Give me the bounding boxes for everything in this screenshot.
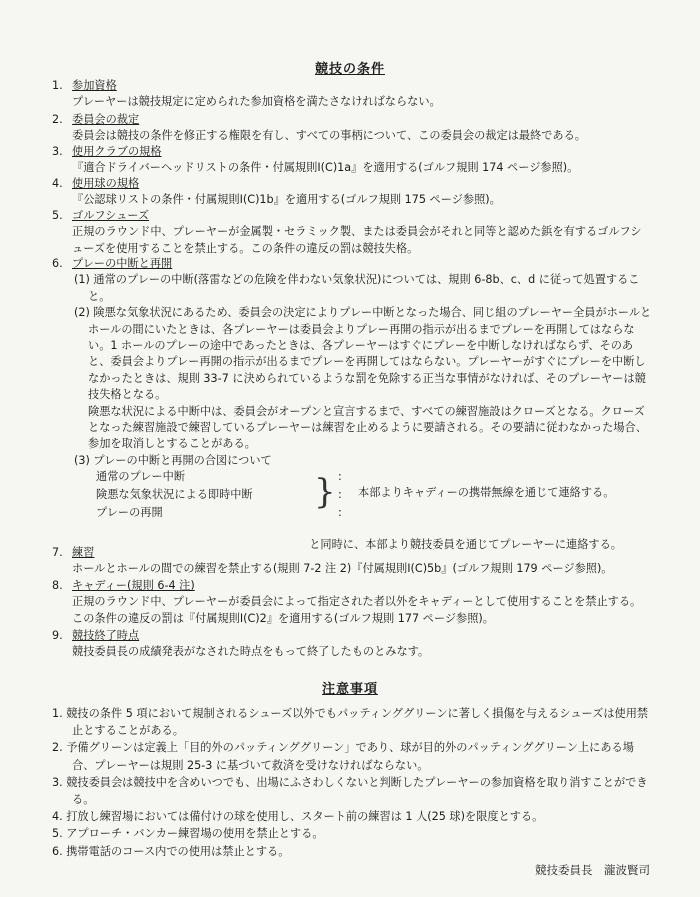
section-9: 9. 競技終了時点 競技委員長の成績発表がなされた時点をもって終了したものとみなす。 [52, 628, 652, 661]
signal-note: 本部よりキャディーの携帯無線を通じて連絡する。 [358, 486, 615, 500]
section-7: 7. 練習 ホールとホールの間での練習を禁止する(規則 7-2 注 2)『付属規則Ⅰ(C)5b』(ゴルフ規則 179 ページ参照)。 [52, 545, 652, 578]
section-heading: 参加資格 [72, 79, 117, 92]
notes-title: 注意事項 [321, 682, 378, 697]
section-heading: 競技終了時点 [72, 629, 140, 642]
note-item: 6. 携帯電話のコース内での使用は禁止とする。 [52, 844, 290, 858]
section-6: 6. プレーの中断と再開 (1) 通常のプレーの中断(落雷などの危険を伴わない気象状況)については、規則 6-8b、c、d に従って処置すること。 (2) 険悪な気象状況にあるため、委員会の決定によりプレー中断となった場合、同じ組のプレーヤー全員がホールとホールの間にいたときは、各プレーヤーは委員会よりプレー再開の指示が出るまでプレーを再開してはならない。1 ホールのプレーの途中であったときは、各プレーヤーはすぐにプレーを中断しなければならず、そのあと、委員会よりプレー再開の指示が出るまでプレーを再開してはならない。プレーヤーがすぐにプレーを中断しなかったときは、規則 33-7 に決められているような罰を免除する正当な事情がなければ、そのプレーヤーは競技失格となる。 険悪な状況による中断中は、委員会がオープンと宣言するまで、すべての練習施設はクローズとなる。クローズとなった練習施設で練習しているプレーヤーは練習を止めるように要請される。その要請に従わなかった場合、参加を取消しとすることがある。 (3) プレーの中断と再開の合図について 通常のプレー中断 険悪な気象状況による即時中断 プレーの再開 } : : : 本部よりキャディーの携帯無線を通じて連絡する。 と同時に、本部より競技委員を通じてプレーヤーに連絡する。 [52, 256, 652, 554]
signal-row: 険悪な気象状況による即時中断 [96, 488, 253, 502]
section-body: 競技委員長の成績発表がなされた時点をもって終了したものとみなす。 [72, 645, 430, 659]
section-3: 3. 使用クラブの規格 『適合ドライバーヘッドリストの条件・付属規則Ⅰ(C)1a』を適用する(ゴルフ規則 174 ページ参照)。 [52, 144, 652, 177]
signal-row: 通常のプレー中断 [96, 470, 186, 484]
section-body: プレーヤーは競技規定に定められた参加資格を満たさなければならない。 [72, 95, 441, 109]
section-4: 4. 使用球の規格 『公認球リストの条件・付属規則Ⅰ(C)1b』を適用する(ゴルフ規則 175 ページ参照)。 [52, 176, 652, 209]
section-8: 8. キャディー(規則 6-4 注) 正規のラウンド中、プレーヤーが委員会によって指定された者以外をキャディーとして使用することを禁止する。この条件の違反の罰は『付属規則Ⅰ(C)2』を適用する(ゴルフ規則 177 ページ参照)。 [52, 578, 652, 627]
signal-table [52, 469, 652, 527]
section-body: 委員会は競技の条件を修正する権限を有し、すべての事柄について、この委員会の裁定は最終である。 [72, 129, 586, 143]
section-1: 1. 参加資格 プレーヤーは競技規定に定められた参加資格を満たさなければならない。 [52, 78, 652, 111]
signature: 競技委員長 瀧波賢司 [535, 863, 650, 877]
signal-row: プレーの再開 [96, 506, 163, 520]
note-item: 5. アプローチ・バンカー練習場の使用を禁止とする。 [52, 827, 324, 841]
section-body: ホールとホールの間での練習を禁止する(規則 7-2 注 2)『付属規則Ⅰ(C)5b』(ゴルフ規則 179 ページ参照)。 [72, 562, 613, 576]
subsection-1: (1) 通常のプレーの中断(落雷などの危険を伴わない気象状況)については、規則 6-8b、c、d に従って処置すること。 [74, 273, 640, 303]
brace-icon: } [314, 472, 336, 513]
subsection-2-continued: 険悪な状況による中断中は、委員会がオープンと宣言するまで、すべての練習施設はクローズとなる。クローズとなった練習施設で練習しているプレーヤーは練習を止めるように要請される。その要請に従わなかった場合、参加を取消しとすることがある。 [88, 404, 647, 451]
note-item: 1. 競技の条件 5 項において規制されるシューズ以外でもパッティンググリーンに著しく損傷を与えるシューズは使用禁止とすることがある。 [52, 707, 649, 738]
section-2: 2. 委員会の裁定 委員会は競技の条件を修正する権限を有し、すべての事柄について、この委員会の裁定は最終である。 [52, 112, 652, 145]
note-item: 4. 打放し練習場においては備付けの球を使用し、スタート前の練習は 1 人(25 球)を限度とする。 [52, 810, 544, 824]
note-item: 3. 競技委員会は競技中を含めいつでも、出場にふさわしくないと判断したプレーヤーの参加資格を取り消すことができる。 [52, 775, 648, 807]
section-5: 5. ゴルフシューズ 正規のラウンド中、プレーヤーが金属製・セラミック製、または委員会がそれと同等と認めた鋲を有するゴルフシューズを使用することを禁止する。この条件の違反の罰は競技失格。 [52, 208, 652, 257]
section-heading: プレーの中断と再開 [72, 257, 173, 270]
conditions-title: 競技の条件 [314, 62, 385, 77]
subsection-2: (2) 険悪な気象状況にあるため、委員会の決定によりプレー中断となった場合、同じ組のプレーヤー全員がホールとホールの間にいたときは、各プレーヤーは委員会よりプレー再開の指示が出るまでプレーを再開してはならない。1 ホールのプレーの途中であったときは、各プレーヤーはすぐにプレーを中断しなければならず、そのあと、委員会よりプレー再開の指示が出るまでプレーを再開してはならない。プレーヤーがすぐにプレーを中断しなかったときは、規則 33-7 に決められているような罰を免除する正当な事情がなければ、そのプレーヤーは競技失格となる。 [74, 306, 652, 402]
subsection-3: (3) プレーの中断と再開の合図について [74, 453, 272, 467]
colon: : [338, 488, 342, 502]
signal-trailer: と同時に、本部より競技委員を通じてプレーヤーに連絡する。 [309, 538, 622, 552]
section-heading: キャディー(規則 6-4 注) [72, 579, 195, 592]
section-heading: 委員会の裁定 [72, 113, 140, 126]
section-heading: 使用クラブの規格 [72, 145, 162, 158]
section-heading: ゴルフシューズ [72, 209, 150, 222]
notes-list [52, 705, 652, 860]
section-body: 正規のラウンド中、プレーヤーが委員会によって指定された者以外をキャディーとして使用することを禁止する。この条件の違反の罰は『付属規則Ⅰ(C)2』を適用する(ゴルフ規則 177 ページ参照)。 [72, 595, 642, 625]
note-item: 2. 予備グリーンは定義上「目的外のパッティンググリーン」であり、球が目的外のパッティンググリーン上にある場合、プレーヤーは規則 25-3 に基づいて救済を受けなければならない。 [52, 741, 634, 772]
section-body: 『適合ドライバーヘッドリストの条件・付属規則Ⅰ(C)1a』を適用する(ゴルフ規則 174 ページ参照)。 [72, 161, 579, 175]
section-body: 正規のラウンド中、プレーヤーが金属製・セラミック製、または委員会がそれと同等と認めた鋲を有するゴルフシューズを使用することを禁止する。この条件の違反の罰は競技失格。 [72, 225, 642, 255]
colon: : [338, 470, 342, 484]
section-heading: 使用球の規格 [72, 177, 140, 190]
colon: : [338, 506, 342, 520]
section-body: 『公認球リストの条件・付属規則Ⅰ(C)1b』を適用する(ゴルフ規則 175 ページ参照)。 [72, 193, 501, 207]
section-heading: 練習 [72, 546, 95, 559]
